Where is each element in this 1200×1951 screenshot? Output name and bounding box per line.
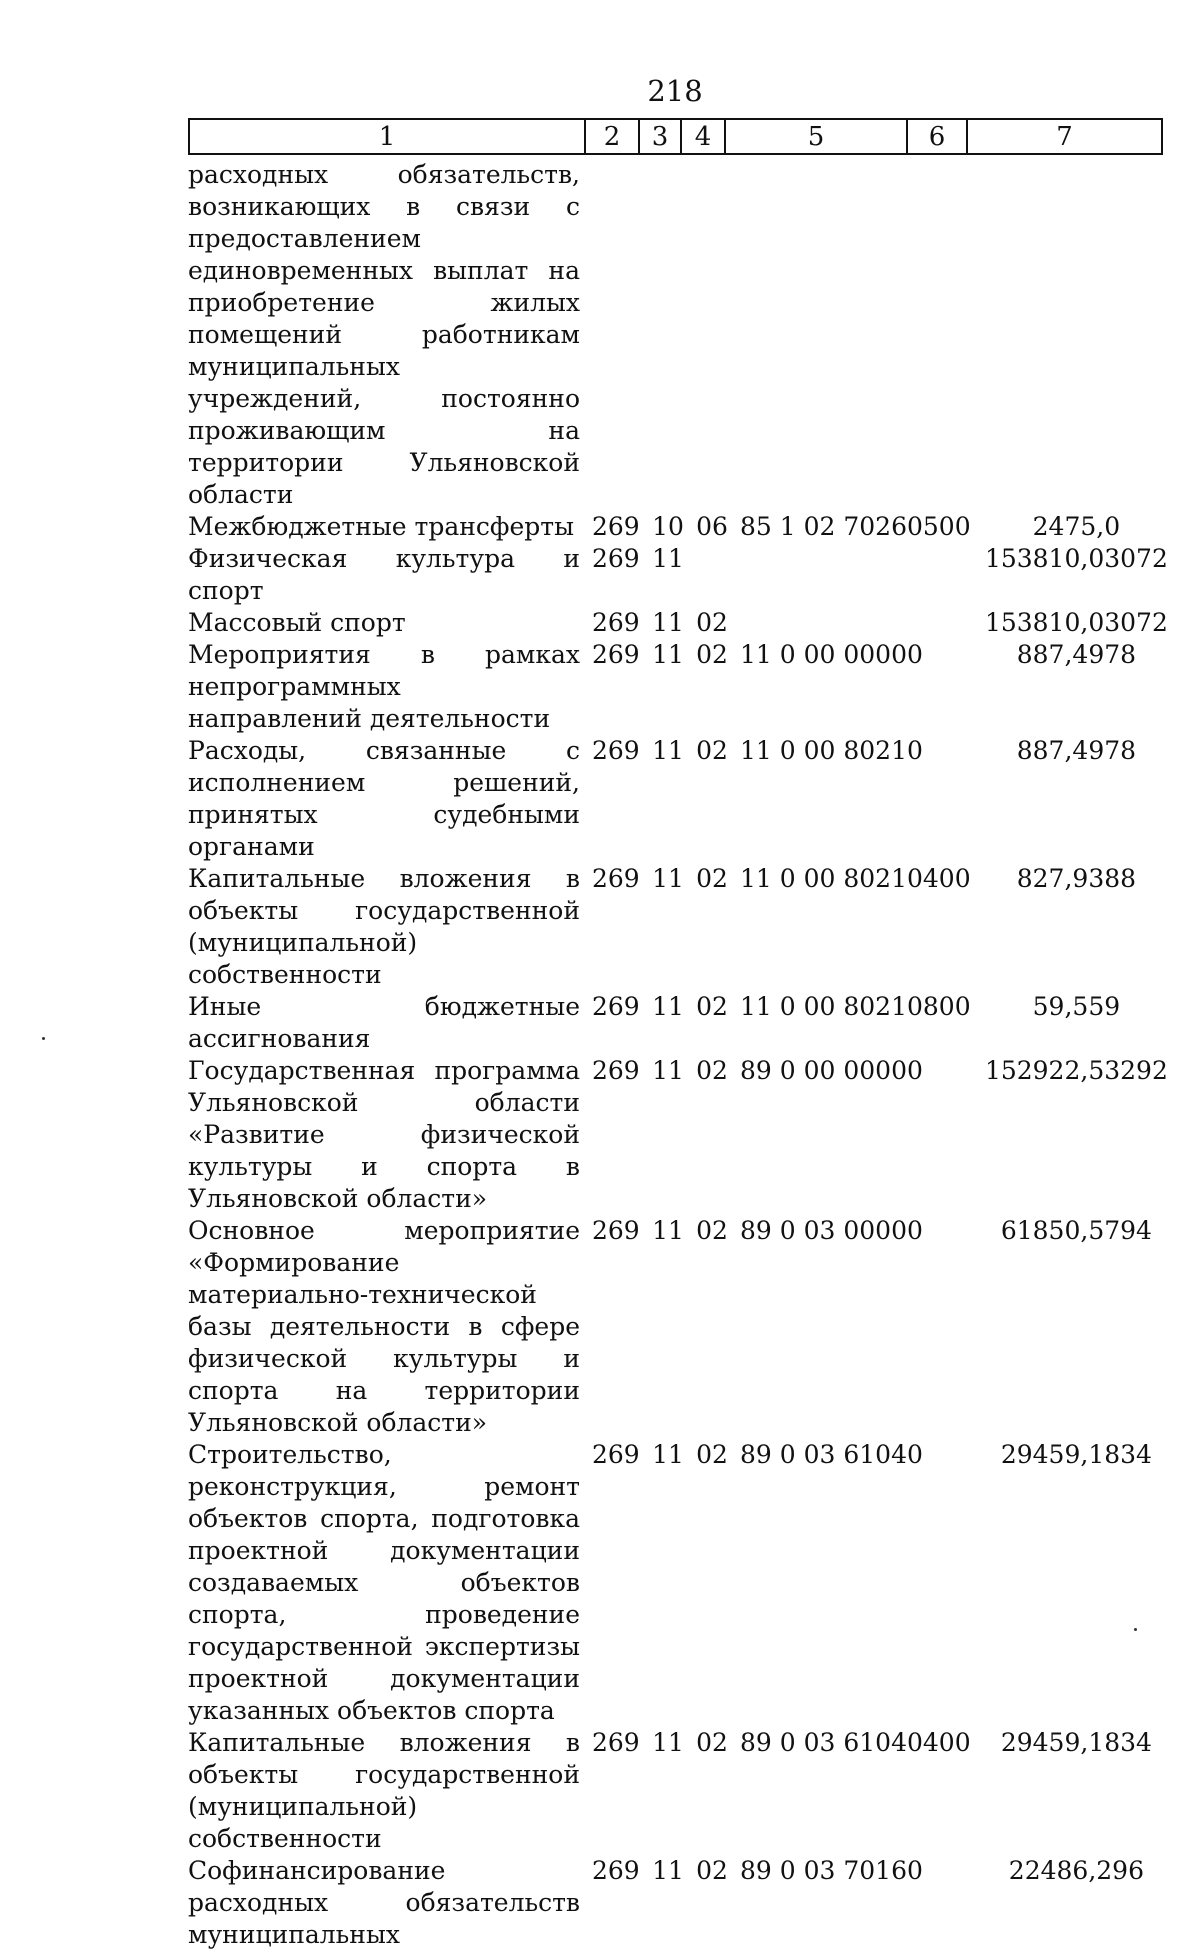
row-col-3: 11 — [652, 1440, 684, 1469]
row-col-6: 400 — [922, 864, 971, 893]
row-name: Государственная программа Ульяновской области «Развитие физической культуры и спорта в Ульяновской области» — [188, 1056, 580, 1213]
header-col-3: 3 — [639, 119, 681, 154]
row-col-7: 887,4978 — [1016, 640, 1137, 669]
row-name: Строительство, реконструкция, ремонт объектов спорта, подготовка проектной документации создаваемых объектов спорта, проведение государственной экспертизы проектной документации указанных объектов спорта — [188, 1440, 580, 1725]
header-col-5: 5 — [725, 119, 907, 154]
table-row — [188, 1055, 1174, 1215]
row-name: Физическая культура и спорт — [188, 544, 580, 605]
row-col-4: 02 — [696, 640, 728, 669]
row-col-7: 2475,0 — [1032, 512, 1121, 541]
row-name: Софинансирование расходных обязательств муниципальных — [188, 1856, 580, 1949]
budget-table — [188, 159, 1174, 1951]
row-col-5: 85 1 02 70260 — [740, 512, 923, 541]
row-col-4: 02 — [696, 1728, 728, 1757]
row-col-5: 89 0 00 00000 — [740, 1056, 923, 1085]
row-col-3 — [646, 159, 690, 511]
row-col-2: 269 — [592, 640, 640, 669]
table-row — [188, 863, 1174, 991]
table-row — [188, 511, 1174, 543]
row-col-3: 11 — [652, 736, 684, 765]
row-col-6: 500 — [922, 512, 971, 541]
row-col-7: 59,559 — [1032, 992, 1121, 1021]
row-col-6 — [923, 543, 979, 607]
row-col-5: 89 0 03 61040 — [740, 1440, 923, 1469]
row-col-7: 29459,1834 — [1000, 1728, 1152, 1757]
row-col-2: 269 — [592, 992, 640, 1021]
row-col-5 — [734, 159, 923, 511]
row-col-5: 11 0 00 80210 — [740, 864, 923, 893]
row-col-7: 22486,296 — [1008, 1856, 1144, 1885]
row-col-5: 89 0 03 61040 — [740, 1728, 923, 1757]
row-name: Расходы, связанные с исполнением решений, принятых судебными органами — [188, 736, 580, 861]
row-col-3: 11 — [652, 992, 684, 1021]
row-col-5: 89 0 03 70160 — [740, 1856, 923, 1885]
row-col-3: 11 — [652, 608, 684, 637]
row-col-4: 02 — [696, 1216, 728, 1245]
table-row — [188, 1439, 1174, 1727]
row-col-6 — [923, 607, 979, 639]
row-col-4: 02 — [696, 1056, 728, 1085]
row-col-2: 269 — [592, 512, 640, 541]
header-col-2: 2 — [585, 119, 639, 154]
table-row — [188, 735, 1174, 863]
row-col-4 — [690, 159, 734, 511]
row-col-3: 11 — [652, 640, 684, 669]
row-col-3: 11 — [652, 1056, 684, 1085]
row-col-2: 269 — [592, 608, 640, 637]
row-col-2: 269 — [592, 864, 640, 893]
row-col-6 — [923, 1215, 979, 1439]
row-col-2: 269 — [592, 1856, 640, 1885]
row-name: Основное мероприятие «Формирование материально-технической базы деятельности в сфере физической культуры и спорта на территории Ульяновской области» — [188, 1216, 580, 1437]
row-col-2: 269 — [592, 736, 640, 765]
row-col-2: 269 — [592, 1056, 640, 1085]
table-row — [188, 159, 1174, 511]
row-col-4 — [690, 543, 734, 607]
row-col-4: 02 — [696, 864, 728, 893]
header-col-7: 7 — [967, 119, 1162, 154]
row-col-3: 11 — [652, 1216, 684, 1245]
row-col-6 — [923, 1439, 979, 1727]
row-col-6 — [923, 1055, 979, 1215]
header-col-1: 1 — [189, 119, 585, 154]
row-col-6: 400 — [922, 1728, 971, 1757]
row-name: Капитальные вложения в объекты государственной (муниципальной) собственности — [188, 864, 580, 989]
row-col-4: 06 — [696, 512, 728, 541]
row-col-2: 269 — [592, 1440, 640, 1469]
row-col-6 — [923, 639, 979, 735]
row-col-7: 61850,5794 — [1000, 1216, 1152, 1245]
page-number: 218 — [647, 74, 703, 108]
row-col-5 — [734, 543, 923, 607]
row-col-2: 269 — [592, 1728, 640, 1757]
row-name: Иные бюджетные ассигнования — [188, 992, 580, 1053]
budget-table-body — [188, 159, 1174, 1951]
row-name: Мероприятия в рамках непрограммных направлений деятельности — [188, 640, 580, 733]
header-col-4: 4 — [681, 119, 725, 154]
row-col-4: 02 — [696, 992, 728, 1021]
row-col-4: 02 — [696, 608, 728, 637]
row-col-6 — [923, 735, 979, 863]
row-col-5: 11 0 00 80210 — [740, 992, 923, 1021]
row-col-4: 02 — [696, 1440, 728, 1469]
row-col-6: 800 — [922, 992, 971, 1021]
row-col-3: 11 — [652, 1856, 684, 1885]
row-col-7: 29459,1834 — [1000, 1440, 1152, 1469]
row-col-5: 11 0 00 00000 — [740, 640, 923, 669]
row-col-3: 11 — [652, 1728, 684, 1757]
row-name: Капитальные вложения в объекты государственной (муниципальной) собственности — [188, 1728, 580, 1853]
row-col-7: 827,9388 — [1016, 864, 1137, 893]
table-row — [188, 1727, 1174, 1855]
row-col-3: 11 — [652, 864, 684, 893]
row-col-5: 11 0 00 80210 — [740, 736, 923, 765]
table-row — [188, 543, 1174, 607]
row-col-5: 89 0 03 00000 — [740, 1216, 923, 1245]
row-col-7: 153810,03072 — [984, 544, 1168, 573]
row-col-7 — [979, 159, 1174, 511]
row-col-7: 153810,03072 — [984, 608, 1168, 637]
row-col-7: 887,4978 — [1016, 736, 1137, 765]
scan-speck — [42, 1037, 45, 1040]
table-row — [188, 607, 1174, 639]
row-col-7: 152922,53292 — [984, 1056, 1168, 1085]
table-row — [188, 639, 1174, 735]
row-col-4: 02 — [696, 736, 728, 765]
row-col-3: 11 — [652, 544, 684, 573]
row-col-2: 269 — [592, 544, 640, 573]
header-col-6: 6 — [907, 119, 967, 154]
row-col-2: 269 — [592, 1216, 640, 1245]
row-col-6 — [923, 1855, 979, 1951]
row-col-6 — [923, 159, 979, 511]
scan-speck — [1134, 1628, 1137, 1631]
row-col-4: 02 — [696, 1856, 728, 1885]
column-header-table — [188, 118, 1163, 155]
row-name: расходных обязательств, возникающих в связи с предоставлением единовременных выплат на приобретение жилых помещений работникам муниципальных учреждений, постоянно проживающим на территории Ульяновской области — [188, 160, 580, 509]
row-col-3: 10 — [652, 512, 684, 541]
row-col-2 — [584, 159, 646, 511]
row-name: Массовый спорт — [188, 608, 406, 637]
table-row — [188, 1215, 1174, 1439]
row-col-5 — [734, 607, 923, 639]
table-row — [188, 991, 1174, 1055]
header-row — [189, 119, 1162, 154]
table-row — [188, 1855, 1174, 1951]
row-name: Межбюджетные трансферты — [188, 512, 575, 541]
